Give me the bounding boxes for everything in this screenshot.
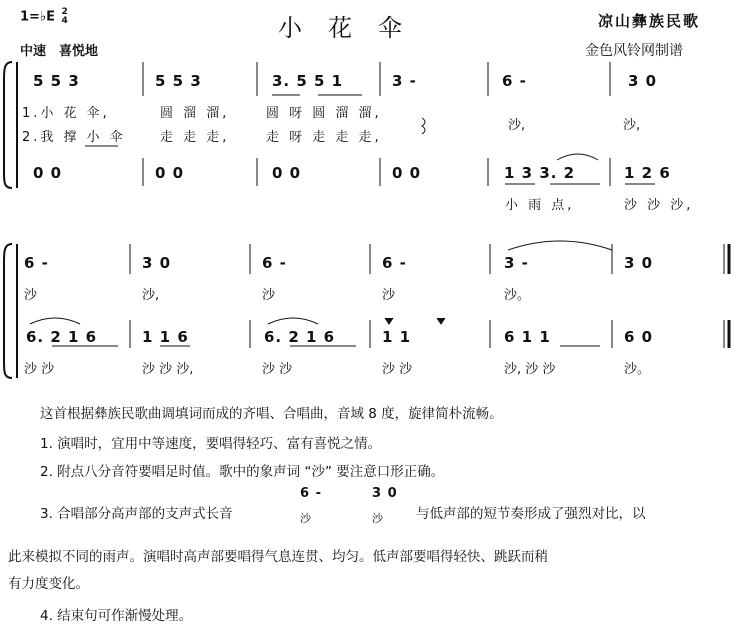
- song-source: 凉山彝族民歌: [598, 12, 701, 30]
- note-group: 5 5 3: [155, 72, 202, 90]
- tempo-marking: 中速 喜悦地: [20, 44, 99, 59]
- lyric-lower: 沙 沙: [382, 362, 413, 377]
- lyric-lower: 沙 沙: [262, 362, 293, 377]
- inline-lyric: 沙: [300, 512, 311, 525]
- lyric-sha: 沙,: [623, 118, 641, 133]
- note-group: 6. 2 1 6: [26, 328, 98, 346]
- lyric-upper: 沙。: [504, 288, 531, 303]
- note-group: 0 0: [155, 164, 185, 182]
- note-group: 6 -: [382, 254, 407, 272]
- note-group: 3 -: [504, 254, 529, 272]
- score-credit: 金色风铃网制谱: [585, 43, 683, 59]
- notes-item-4: 4. 结束句可作渐慢处理。: [40, 608, 193, 624]
- note-group: 1 2 6: [624, 164, 671, 182]
- note-group: 0 0: [33, 164, 63, 182]
- lyric-lower: 沙, 沙 沙: [504, 362, 556, 377]
- note-group: 1 3 3. 2: [504, 164, 576, 182]
- lyric-lower: 沙。: [624, 362, 651, 377]
- notes-item-1: 1. 演唱时，宜用中等速度，要唱得轻巧、富有喜悦之情。: [40, 436, 382, 452]
- lyric-upper: 沙: [262, 288, 276, 303]
- lyric-sha: 沙,: [508, 118, 526, 133]
- note-group: 1 1 6: [142, 328, 189, 346]
- song-title: 小花伞: [278, 14, 428, 42]
- notes-item-2: 2. 附点八分音符要唱足时值。歌中的象声词 “沙” 要注意口形正确。: [40, 464, 445, 480]
- time-signature: 2 4: [61, 7, 68, 26]
- inline-lyric: 沙: [372, 512, 383, 525]
- key-signature: 1=♭E 2 4: [20, 7, 68, 26]
- note-group: 6 1 1: [504, 328, 551, 346]
- lyric-verse2: 走 走 走,: [160, 130, 230, 145]
- note-group: 6 -: [24, 254, 49, 272]
- note-group: 6 -: [502, 72, 527, 90]
- inline-notes: 6 -: [300, 486, 322, 501]
- note-group: 6. 2 1 6: [264, 328, 336, 346]
- note-group: 6 -: [262, 254, 287, 272]
- note-group: 0 0: [392, 164, 422, 182]
- note-group: 1 1: [382, 328, 412, 346]
- lyric-upper: 沙,: [142, 288, 160, 303]
- lyric-verse1: 1.小 花 伞,: [22, 106, 110, 121]
- lyric-verse1: 圆 溜 溜,: [160, 106, 230, 121]
- note-group: 3 0: [628, 72, 658, 90]
- notes-intro: 这首根据彝族民歌曲调填词而成的齐唱、合唱曲，音域 8 度，旋律简朴流畅。: [40, 406, 503, 422]
- inline-notes: 3 0: [372, 486, 398, 501]
- note-group: 3 0: [624, 254, 654, 272]
- notes-item-3-line3: 有力度变化。: [8, 576, 89, 592]
- lyric-lower: 沙 沙: [24, 362, 55, 377]
- note-group: 6 0: [624, 328, 654, 346]
- lyric-upper: 沙: [24, 288, 38, 303]
- notes-item-3-cont: 与低声部的短节奏形成了强烈对比，以: [416, 506, 646, 522]
- note-group: 5 5 3: [33, 72, 80, 90]
- lyric-verse2: 走 呀 走 走 走,: [266, 130, 382, 145]
- lyric-verse1: 圆 呀 圆 溜 溜,: [266, 106, 382, 121]
- lyric-lower: 沙 沙 沙,: [624, 198, 694, 213]
- note-group: 3 -: [392, 72, 417, 90]
- lyric-verse2: 2.我 撑 小 伞: [22, 130, 126, 145]
- lyric-upper: 沙: [382, 288, 396, 303]
- note-group: 3 0: [142, 254, 172, 272]
- lyric-lower: 沙 沙 沙,: [142, 362, 194, 377]
- notes-item-3: 3. 合唱部分高声部的支声式长音: [40, 506, 233, 522]
- notes-item-3-line2: 此来模拟不同的雨声。演唱时高声部要唱得气息连贯、均匀。低声部要唱得轻快、跳跃而稍: [8, 549, 548, 565]
- lyric-lower: 小 雨 点,: [505, 198, 575, 213]
- note-group: 0 0: [272, 164, 302, 182]
- note-group: 3. 5 5 1: [272, 72, 344, 90]
